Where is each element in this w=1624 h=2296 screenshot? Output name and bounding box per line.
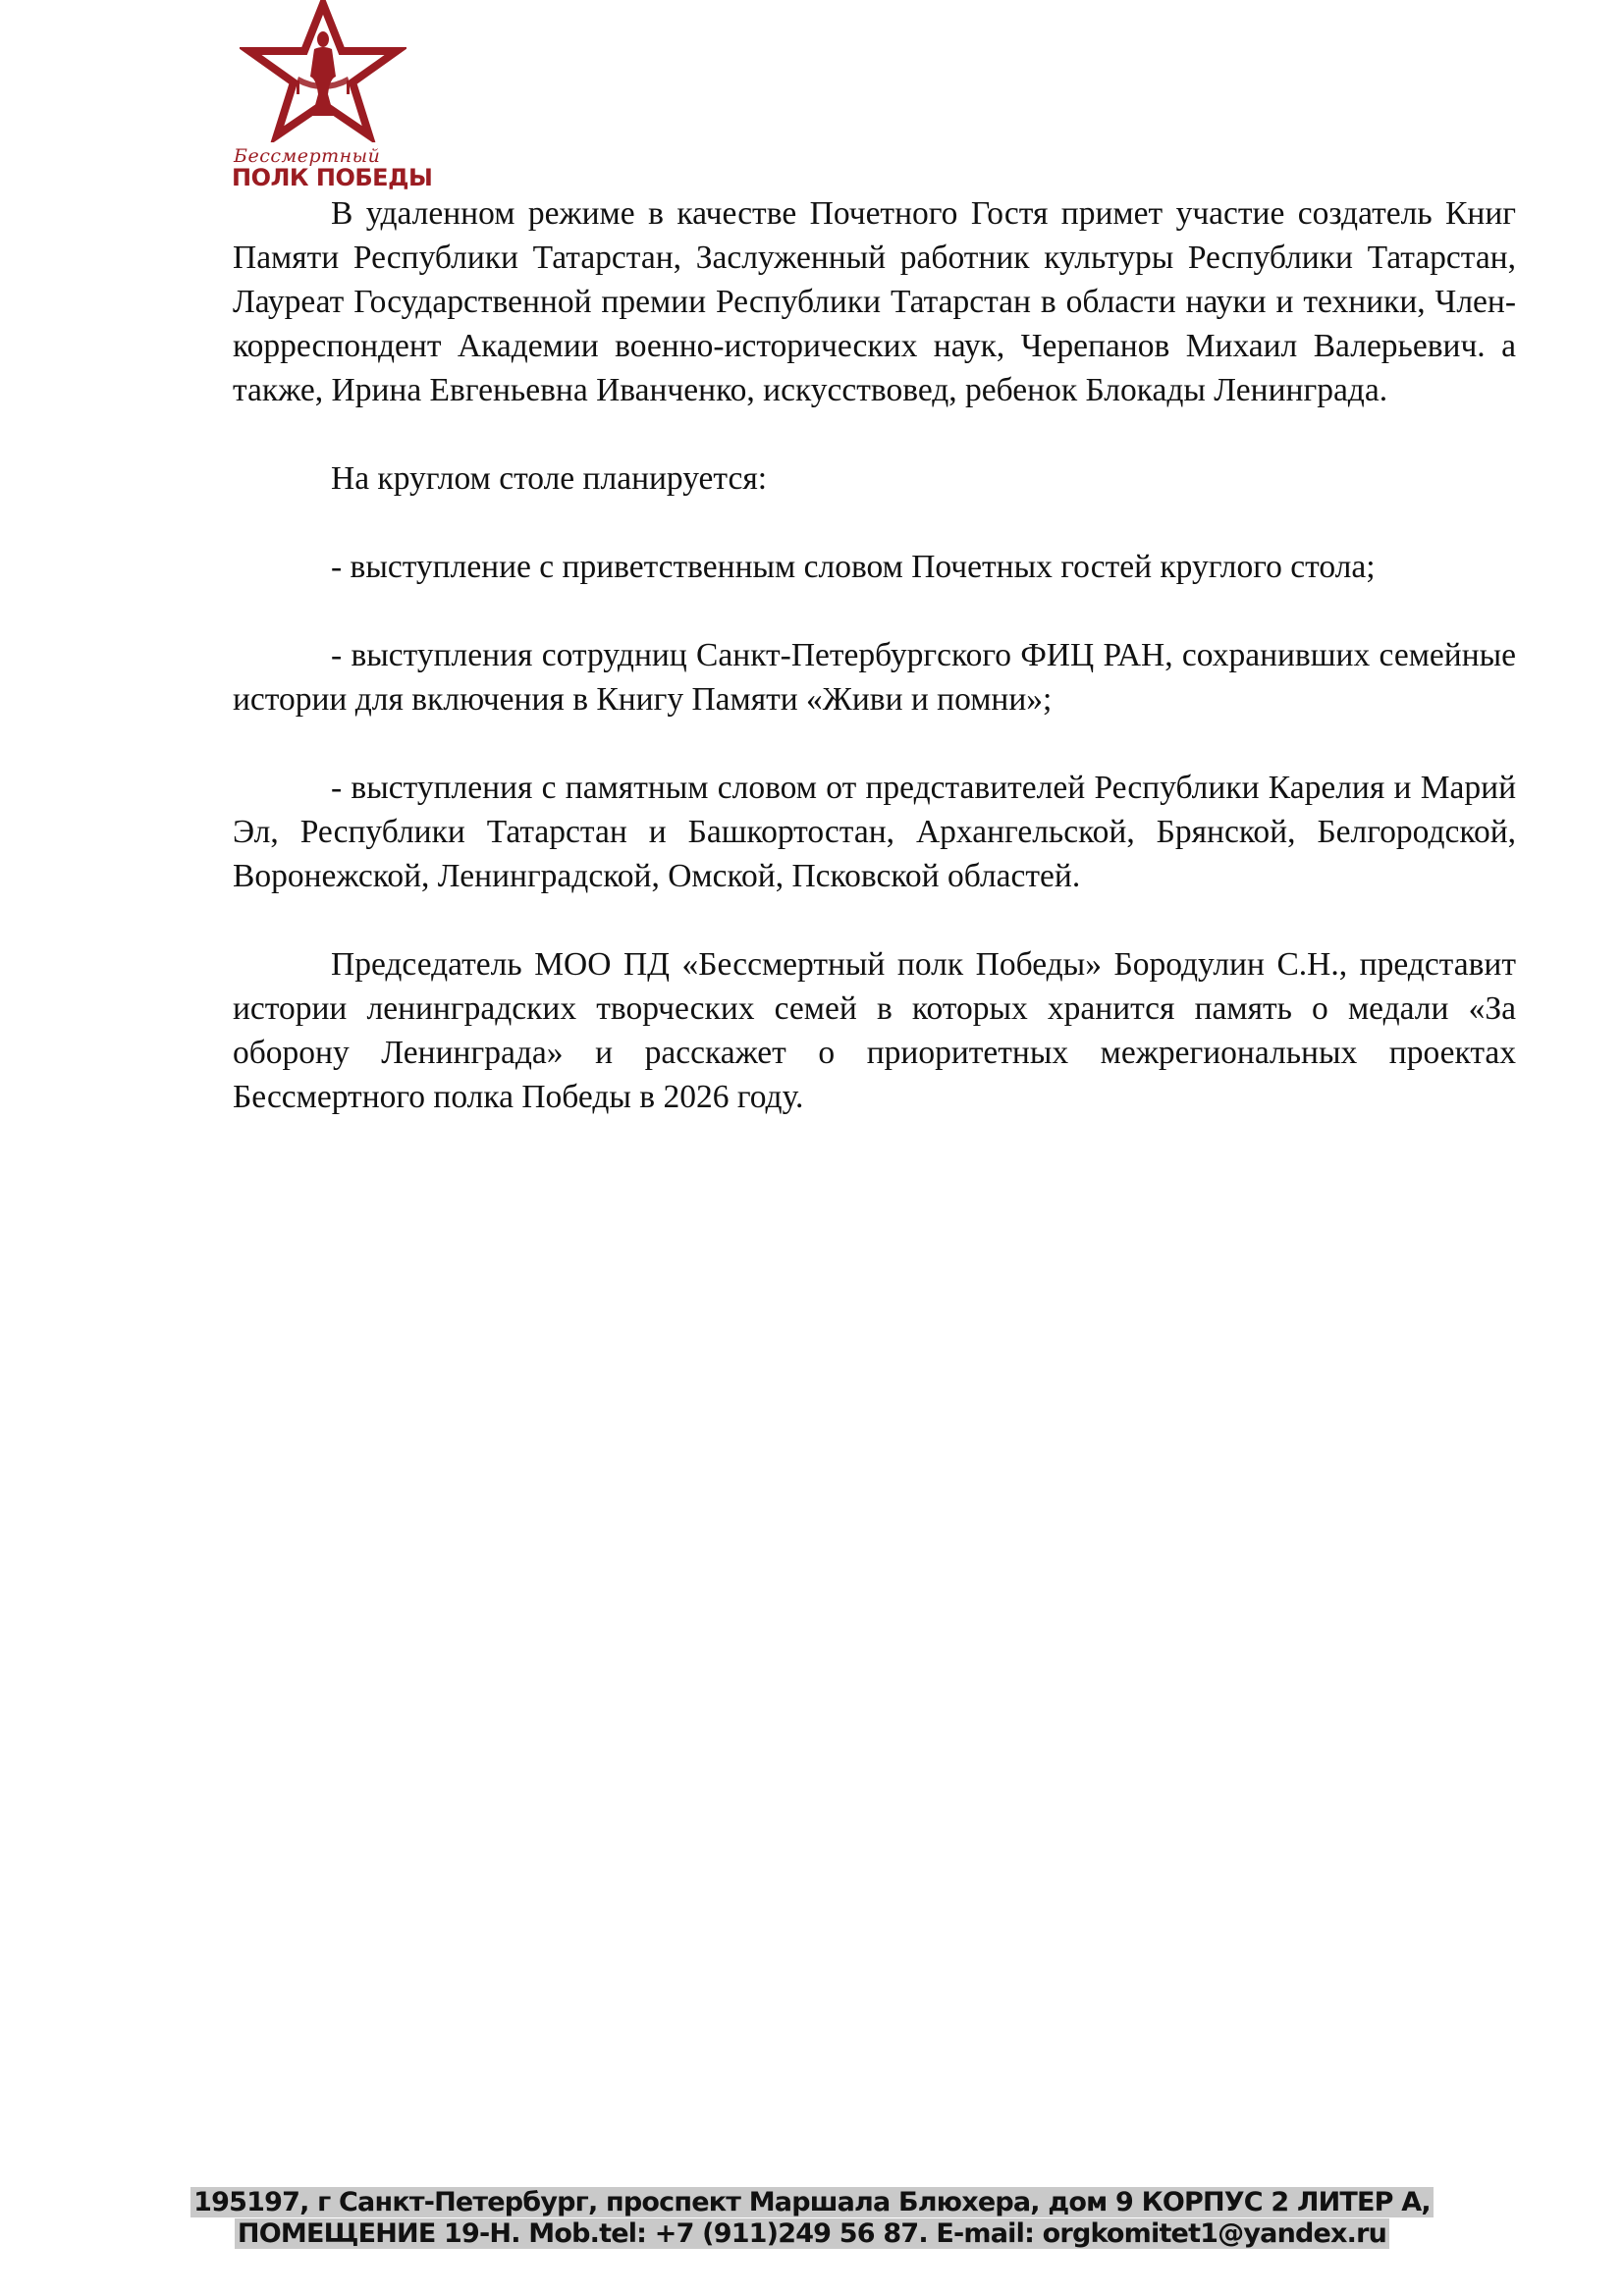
- logo-script-text: Бессмертный: [234, 145, 381, 167]
- document-body: [233, 191, 1516, 1119]
- organization-logo: [232, 0, 433, 196]
- agenda-item-ras-staff: - выступления сотрудниц Санкт-Петербургского ФИЦ РАН, сохранивших семейные истории для включения в Книгу Памяти «Живи и помни»;: [233, 637, 1516, 718]
- agenda-item-regions: - выступления с памятным словом от представителей Республики Карелия и Марий Эл, Республики Татарстан и Башкортостан, Архангельской, Брянской, Белгородской, Воронежской, Ленинградской, Омской, Псковской областей.: [233, 770, 1516, 894]
- logo-main-text: ПОЛК ПОБЕДЫ: [232, 164, 433, 191]
- red-star-icon: [240, 0, 406, 142]
- footer-contact-line: ПОМЕЩЕНИЕ 19-Н. Mob.tel: +7 (911)249 56 87. E-mail: orgkomitet1@yandex.ru: [235, 2218, 1389, 2249]
- paragraph-chairman: Председатель МОО ПД «Бессмертный полк Победы» Бородулин С.Н., представит истории ленинградских творческих семей в которых хранится память о медали «За оборону Ленинграда» и расскажет о приоритетных межрегиональных проектах Бессмертного полка Победы в 2026 году.: [233, 946, 1516, 1115]
- footer-contacts: [0, 2187, 1624, 2250]
- paragraph-agenda-intro: На круглом столе планируется:: [331, 460, 768, 497]
- agenda-item-welcome: - выступление с приветственным словом Почетных гостей круглого стола;: [331, 549, 1376, 585]
- footer-address: 195197, г Санкт-Петербург, проспект Маршала Блюхера, дом 9 КОРПУС 2 ЛИТЕР А,: [190, 2187, 1434, 2217]
- paragraph-honored-guests: В удаленном режиме в качестве Почетного Гостя примет участие создатель Книг Памяти Республики Татарстан, Заслуженный работник культуры Республики Татарстан, Лауреат Государственной премии Республики Татарстан в области науки и техники, Член-корреспондент Академии военно-исторических наук, Черепанов Михаил Валерьевич. а также, Ирина Евгеньевна Иванченко, искусствовед, ребенок Блокады Ленинграда.: [233, 195, 1516, 408]
